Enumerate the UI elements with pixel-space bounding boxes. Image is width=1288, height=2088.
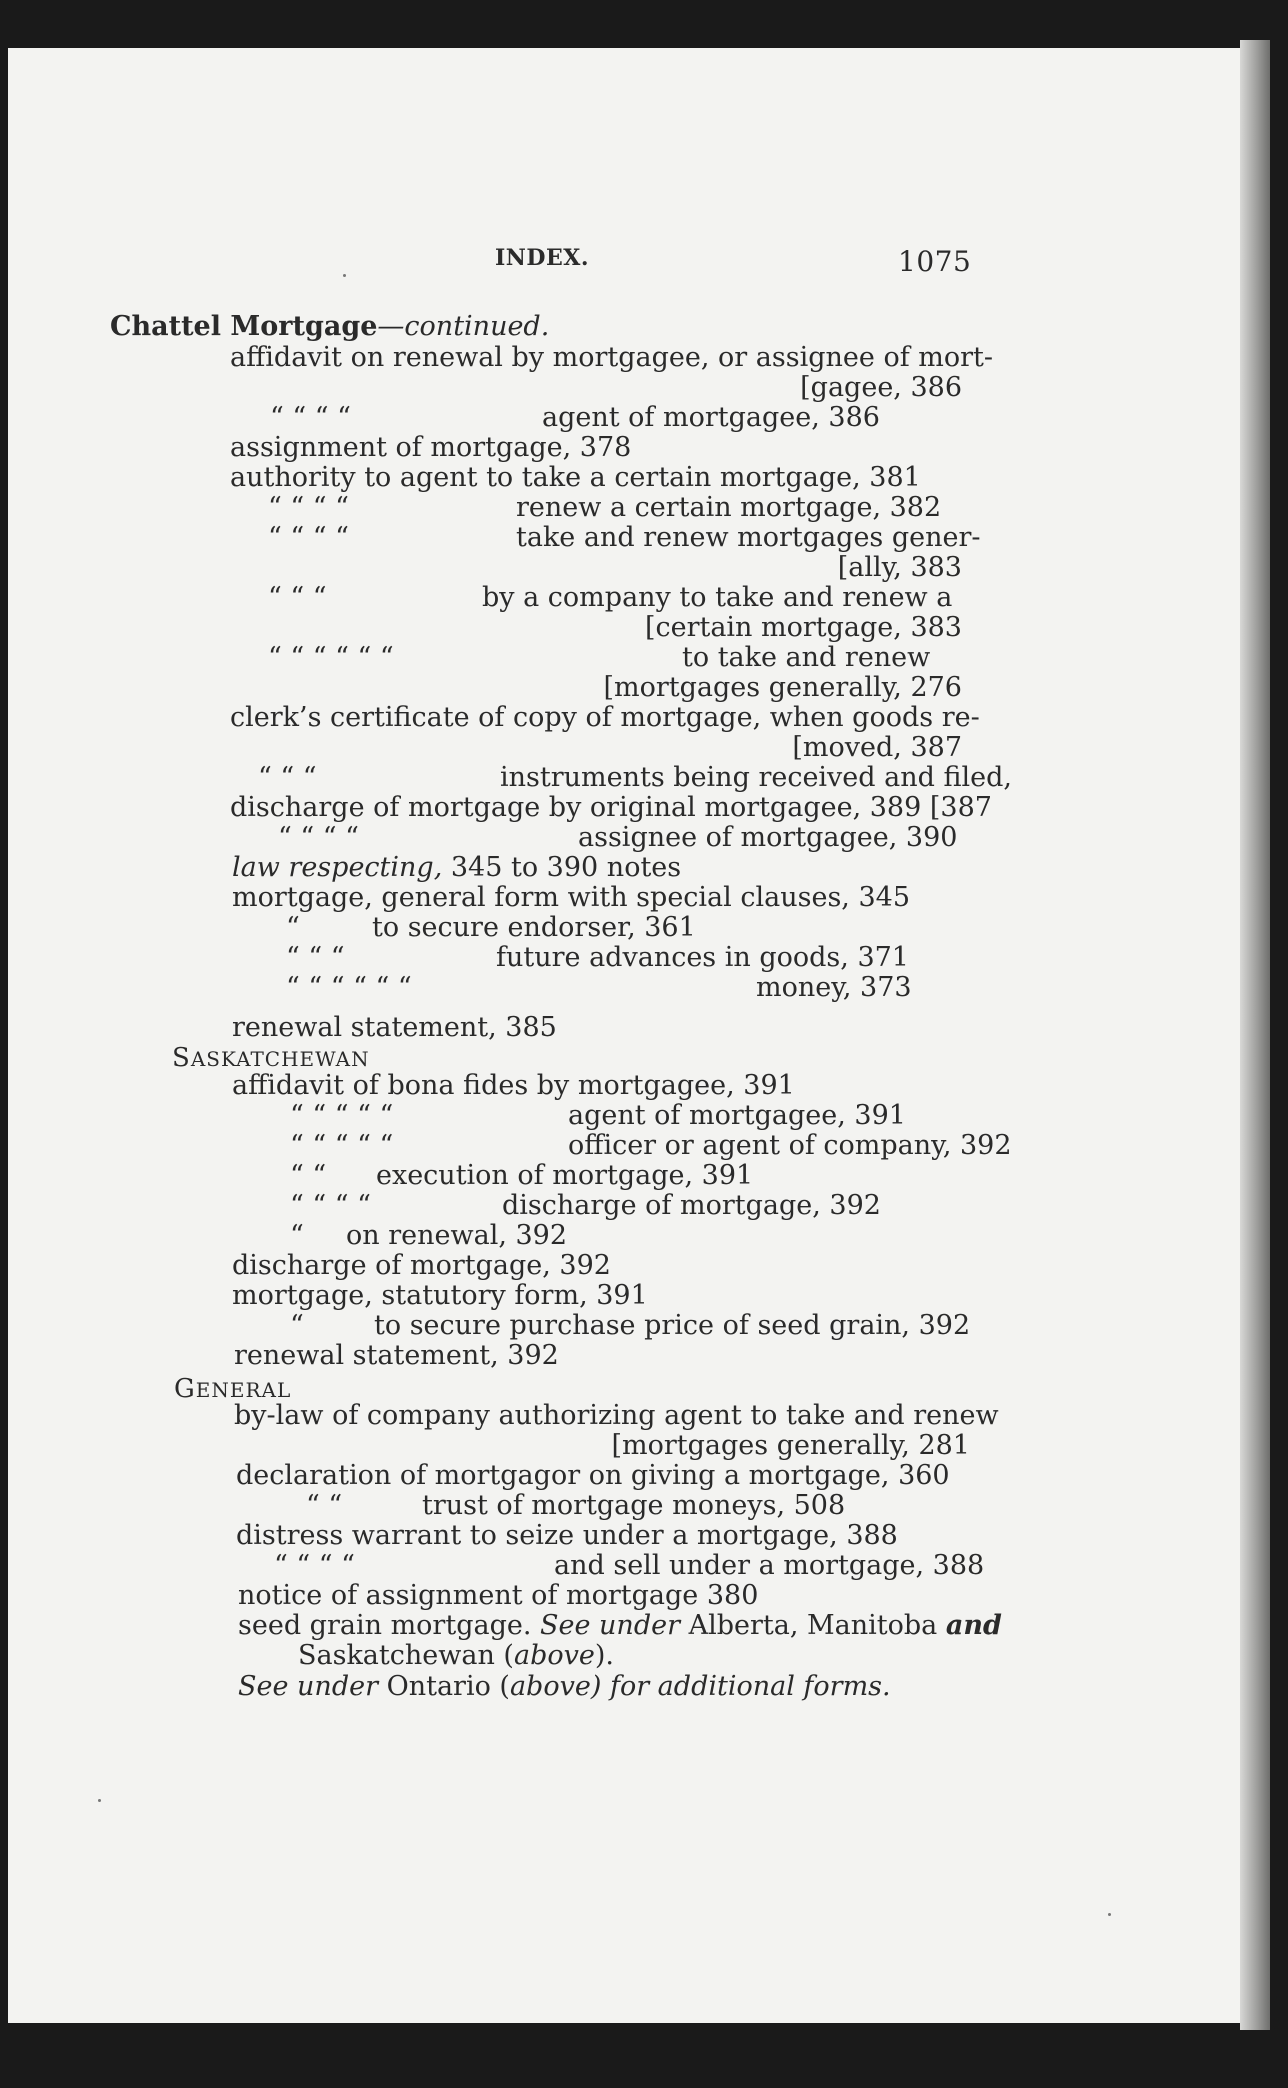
index-line: discharge of mortgage by original mortgagee, 389 [387 [230, 792, 992, 823]
ditto-marks: “ [290, 1220, 304, 1251]
index-line-continuation: [certain mortgage, 383 [644, 612, 962, 643]
index-line: instruments being received and filed, [500, 762, 1012, 793]
ditto-marks: “ “ “ “ “ “ [286, 972, 412, 1003]
index-line: future advances in goods, 371 [496, 942, 909, 973]
index-line-continuation: [mortgages generally, 281 [611, 1430, 970, 1461]
ditto-marks: “ “ [290, 1160, 327, 1191]
index-line: to secure purchase price of seed grain, 392 [374, 1310, 971, 1341]
index-line: agent of mortgagee, 391 [568, 1100, 906, 1131]
index-line: by-law of company authorizing agent to take and renew [234, 1400, 999, 1431]
index-line: assignment of mortgage, 378 [230, 432, 632, 463]
index-line: trust of mortgage moneys, 508 [422, 1490, 846, 1521]
index-line-continuation: [gagee, 386 [800, 372, 962, 403]
heading-label: Chattel Mortgage [110, 311, 378, 342]
index-line: distress warrant to seize under a mortgage, 388 [236, 1520, 898, 1551]
ditto-marks: “ “ “ “ [268, 492, 349, 523]
index-line: money, 373 [756, 972, 912, 1003]
cross-reference-see-under: See under [238, 1671, 378, 1702]
ditto-marks: “ “ [306, 1490, 343, 1521]
ditto-marks: “ “ “ “ “ [290, 1130, 394, 1161]
print-speck [343, 274, 346, 277]
italic-term: law respecting, [232, 852, 443, 883]
index-line: renewal statement, 385 [232, 1012, 557, 1043]
index-line: clerk’s certificate of copy of mortgage, when goods re- [230, 702, 980, 733]
ditto-marks: “ “ “ “ [290, 1190, 371, 1221]
index-line: on renewal, 392 [346, 1220, 568, 1251]
index-line: mortgage, statutory form, 391 [232, 1280, 648, 1311]
index-line: to take and renew [682, 642, 931, 673]
index-line: discharge of mortgage, 392 [502, 1190, 881, 1221]
entry-heading [110, 312, 549, 342]
index-line: affidavit of bona fides by mortgagee, 391 [232, 1070, 795, 1101]
heading-suffix: —continued. [377, 311, 550, 342]
ditto-marks: “ [286, 912, 300, 943]
index-line-continuation: [mortgages generally, 276 [603, 672, 962, 703]
ditto-marks: “ “ “ [258, 762, 317, 793]
index-line: See under Ontario (above) for additional forms. [238, 1671, 891, 1702]
ditto-marks: “ “ “ [286, 942, 345, 973]
ditto-marks: “ [290, 1310, 304, 1341]
index-line: seed grain mortgage. See under Alberta, Manitoba and [238, 1610, 1002, 1641]
page-number: 1075 [898, 245, 972, 278]
index-line: Saskatchewan (above). [298, 1640, 614, 1671]
ditto-marks: “ “ “ “ [278, 822, 359, 853]
index-line: renew a certain mortgage, 382 [516, 492, 942, 523]
section-heading-general: GENERAL [174, 1374, 292, 1404]
index-line: mortgage, general form with special clauses, 345 [232, 882, 911, 913]
index-line: affidavit on renewal by mortgagee, or assignee of mort- [230, 342, 994, 373]
index-line: officer or agent of company, 392 [568, 1130, 1012, 1161]
index-line: and sell under a mortgage, 388 [554, 1550, 985, 1581]
running-header-title: INDEX. [495, 245, 589, 271]
index-line: execution of mortgage, 391 [376, 1160, 754, 1191]
ditto-marks: “ “ “ “ [274, 1550, 355, 1581]
ditto-marks: “ “ “ “ [270, 402, 351, 433]
ditto-marks: “ “ “ [268, 582, 327, 613]
index-line-continuation: [moved, 387 [792, 732, 962, 763]
index-line: to secure endorser, 361 [372, 912, 696, 943]
index-line: by a company to take and renew a [482, 582, 953, 613]
index-line: declaration of mortgagor on giving a mortgage, 360 [236, 1460, 950, 1491]
index-line-continuation: [ally, 383 [837, 552, 962, 583]
cross-reference-see-under: See under [540, 1610, 680, 1641]
index-line [232, 853, 681, 883]
index-line: assignee of mortgagee, 390 [578, 822, 958, 853]
print-speck [1108, 1913, 1111, 1916]
ditto-marks: “ “ “ “ “ “ [268, 642, 394, 673]
index-line: take and renew mortgages gener- [516, 522, 981, 553]
index-line: agent of mortgagee, 386 [542, 402, 880, 433]
ditto-marks: “ “ “ “ “ [290, 1100, 394, 1131]
index-line: discharge of mortgage, 392 [232, 1250, 611, 1281]
index-line: renewal statement, 392 [234, 1340, 559, 1371]
index-line: authority to agent to take a certain mortgage, 381 [230, 462, 921, 493]
ditto-marks: “ “ “ “ [268, 522, 349, 553]
page-edge-shadow [1240, 40, 1270, 2030]
section-heading-saskatchewan: SASKATCHEWAN [172, 1043, 370, 1073]
print-speck [98, 1799, 101, 1802]
index-line: notice of assignment of mortgage 380 [238, 1580, 759, 1611]
index-ref: 345 to 390 notes [442, 852, 682, 883]
